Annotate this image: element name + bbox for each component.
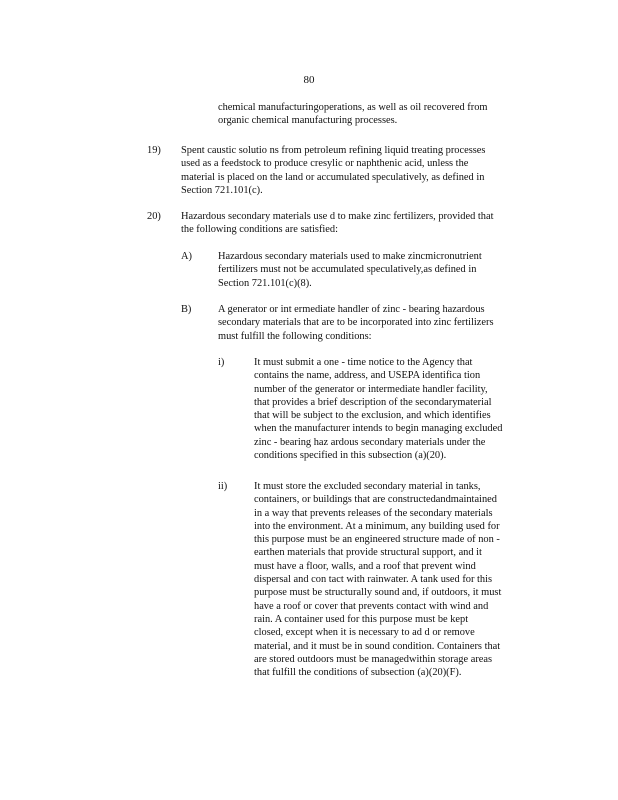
text-line: the following conditions are satisfied: <box>181 224 338 236</box>
subitem-marker-b: B) <box>181 304 192 315</box>
text-line: earthen materials that provide structural support, and it <box>254 547 482 559</box>
subitem-a-paragraph <box>218 250 518 290</box>
text-line: have a roof or cover that prevents contact with wind and <box>254 600 489 612</box>
text-line: when the manufacturer intends to begin managing excluded <box>254 423 503 435</box>
text-line: Hazardous secondary materials used to make zincmicronutrient <box>218 251 482 262</box>
text-line: It must store the excluded secondary material in tanks, <box>254 481 481 492</box>
subsubitem-marker-i: i) <box>218 357 225 368</box>
continuation-paragraph <box>218 101 526 128</box>
text-line: number of the generator or intermediate handler facility, <box>254 383 488 395</box>
text-line: used as a feedstock to produce cresylic or naphthenic acid, unless the <box>181 158 469 170</box>
text-line: It must submit a one - time notice to the Agency that <box>254 357 473 368</box>
text-line: dispersal and con tact with rainwater. A tank used for this <box>254 574 493 586</box>
subsubitem-ii-paragraph <box>254 480 544 679</box>
text-line: that fulfill the conditions of subsection (a)(20)(F). <box>254 667 462 679</box>
item-marker-20: 20) <box>147 211 161 222</box>
item-20-paragraph <box>181 210 536 237</box>
subitem-marker-a: A) <box>181 251 192 262</box>
text-line: rain. A container used for this purpose must be kept <box>254 613 469 625</box>
text-line: Hazardous secondary materials use d to make zinc fertilizers, provided that <box>181 211 494 222</box>
text-line: closed, except when it is necessary to ad d or remove <box>254 627 475 639</box>
text-line: are stored outdoors must be managedwithin storage areas <box>254 653 493 665</box>
text-line: in a way that prevents releases of the secondary materials <box>254 507 493 519</box>
text-line: that will be subject to the exclusion, and which identifies <box>254 410 491 422</box>
text-line: conditions specified in this subsection (a)(20). <box>254 450 447 462</box>
text-line: containers, or buildings that are constructedandmaintained <box>254 494 497 506</box>
text-line: material, and it must be in sound condition. Containers that <box>254 640 501 652</box>
text-line: zinc - bearing haz ardous secondary materials under the <box>254 436 486 448</box>
text-line: Section 721.101(c)(8). <box>218 277 312 289</box>
text-line: fertilizers must not be accumulated speculatively,as defined in <box>218 264 477 276</box>
text-line: Section 721.101(c). <box>181 184 263 196</box>
text-line: must fulfill the following conditions: <box>218 330 372 342</box>
item-19-paragraph <box>181 144 536 197</box>
subsubitem-marker-ii: ii) <box>218 481 228 492</box>
text-line: material is placed on the land or accumulated speculatively, as defined in <box>181 171 485 183</box>
page-number: 80 <box>303 74 315 86</box>
text-line: must have a floor, walls, and a roof that prevent wind <box>254 560 476 572</box>
text-line: into the environment. At a minimum, any building used for <box>254 520 500 532</box>
subitem-b-paragraph <box>218 303 528 343</box>
text-line: this purpose must be an engineered structure made of non - <box>254 534 500 546</box>
text-line: contains the name, address, and USEPA identifica tion <box>254 370 481 382</box>
subsubitem-i-paragraph <box>254 356 536 462</box>
text-line: that provides a brief description of the secondarymaterial <box>254 396 492 408</box>
text-line: Spent caustic solutio ns from petroleum refining liquid treating processes <box>181 145 486 156</box>
text-line: secondary materials that are to be incorporated into zinc fertilizers <box>218 317 494 329</box>
item-marker-19: 19) <box>147 145 161 156</box>
text-line: organic chemical manufacturing processes. <box>218 115 398 127</box>
text-line: A generator or int ermediate handler of zinc - bearing hazardous <box>218 304 485 315</box>
text-line: chemical manufacturingoperations, as well as oil recovered from <box>218 102 488 113</box>
text-line: purpose must be structurally sound and, if outdoors, it must <box>254 587 502 599</box>
